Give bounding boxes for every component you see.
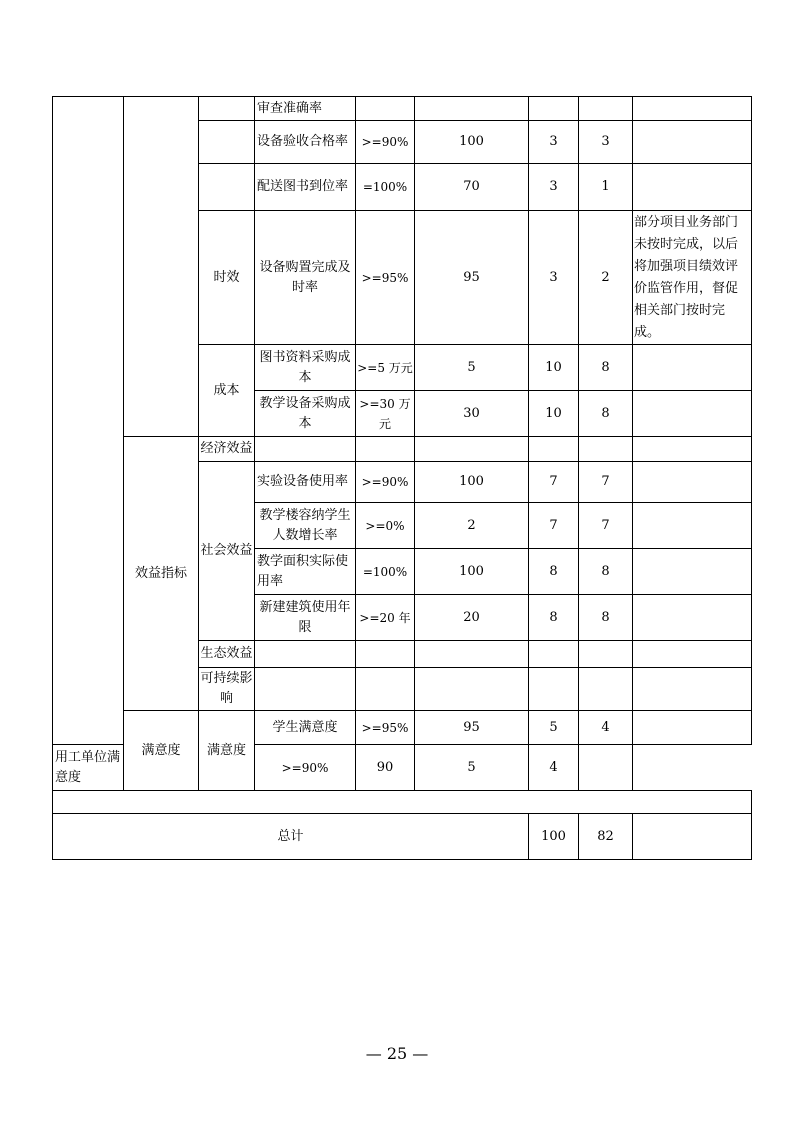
score-cell: 8 <box>579 345 633 391</box>
actual-cell <box>415 437 529 462</box>
score-cell <box>579 641 633 668</box>
indicator-cell: 设备购置完成及时率 <box>255 211 356 345</box>
level3-cell: 成本 <box>199 345 255 437</box>
level3-cell <box>199 164 255 211</box>
remark-cell <box>633 391 752 437</box>
indicator-cell: 教学设备采购成本 <box>255 391 356 437</box>
target-cell: >=90% <box>255 745 356 791</box>
performance-table <box>52 96 752 860</box>
weight-cell: 10 <box>529 391 579 437</box>
total-remark <box>633 814 752 860</box>
target-cell: >=95% <box>356 711 415 745</box>
actual-cell <box>415 97 529 121</box>
weight-cell: 3 <box>529 164 579 211</box>
target-cell: >=95% <box>356 211 415 345</box>
target-cell: >=20 年 <box>356 595 415 641</box>
total-weight: 100 <box>529 814 579 860</box>
weight-cell: 3 <box>529 121 579 164</box>
target-cell: =100% <box>356 164 415 211</box>
score-cell: 2 <box>579 211 633 345</box>
weight-cell: 3 <box>529 211 579 345</box>
total-label: 总计 <box>53 814 529 860</box>
target-cell: =100% <box>356 549 415 595</box>
weight-cell: 8 <box>529 549 579 595</box>
level3-cell: 满意度 <box>199 711 255 791</box>
actual-cell: 95 <box>415 211 529 345</box>
remark-cell <box>633 668 752 711</box>
level3-cell: 生态效益 <box>199 641 255 668</box>
target-cell: >=5 万元 <box>356 345 415 391</box>
level2-cell: 满意度 <box>124 711 199 791</box>
target-cell: >=90% <box>356 121 415 164</box>
actual-cell: 100 <box>415 121 529 164</box>
indicator-cell <box>255 437 356 462</box>
target-cell <box>356 641 415 668</box>
score-cell: 4 <box>529 745 579 791</box>
indicator-cell: 审查准确率 <box>255 97 356 121</box>
actual-cell <box>415 668 529 711</box>
weight-cell: 5 <box>415 745 529 791</box>
remark-cell <box>633 503 752 549</box>
target-cell <box>356 97 415 121</box>
remark-cell <box>633 641 752 668</box>
target-cell <box>356 668 415 711</box>
remark-cell <box>633 437 752 462</box>
actual-cell: 5 <box>415 345 529 391</box>
weight-cell <box>529 437 579 462</box>
actual-cell: 30 <box>415 391 529 437</box>
remark-cell <box>579 745 633 791</box>
indicator-cell: 设备验收合格率 <box>255 121 356 164</box>
total-score: 82 <box>579 814 633 860</box>
score-cell: 7 <box>579 503 633 549</box>
remark-cell: 部分项目业务部门未按时完成，以后将加强项目绩效评价监管作用，督促相关部门按时完成。 <box>633 211 752 345</box>
score-cell: 8 <box>579 391 633 437</box>
level2-cell <box>124 97 199 437</box>
indicator-cell: 学生满意度 <box>255 711 356 745</box>
score-cell <box>579 668 633 711</box>
score-cell: 4 <box>579 711 633 745</box>
level1-cell <box>53 97 124 745</box>
remark-cell <box>633 121 752 164</box>
actual-cell: 20 <box>415 595 529 641</box>
page-number: — 25 — <box>365 1044 429 1063</box>
indicator-cell: 实验设备使用率 <box>255 462 356 503</box>
level3-cell: 经济效益 <box>199 437 255 462</box>
actual-cell: 90 <box>356 745 415 791</box>
score-cell: 7 <box>579 462 633 503</box>
level3-cell: 社会效益 <box>199 462 255 641</box>
score-cell: 8 <box>579 549 633 595</box>
indicator-cell: 新建建筑使用年限 <box>255 595 356 641</box>
weight-cell: 7 <box>529 503 579 549</box>
score-cell <box>579 437 633 462</box>
score-cell <box>579 97 633 121</box>
weight-cell: 10 <box>529 345 579 391</box>
target-cell <box>356 437 415 462</box>
actual-cell: 95 <box>415 711 529 745</box>
indicator-cell <box>255 641 356 668</box>
target-cell: >=0% <box>356 503 415 549</box>
actual-cell: 2 <box>415 503 529 549</box>
level3-cell: 时效 <box>199 211 255 345</box>
remark-cell <box>633 462 752 503</box>
indicator-cell: 图书资料采购成本 <box>255 345 356 391</box>
target-cell: >=90% <box>356 462 415 503</box>
indicator-cell: 教学面积实际使用率 <box>255 549 356 595</box>
remark-cell <box>633 595 752 641</box>
level2-cell: 效益指标 <box>124 437 199 711</box>
weight-cell: 8 <box>529 595 579 641</box>
actual-cell: 100 <box>415 462 529 503</box>
weight-cell: 7 <box>529 462 579 503</box>
actual-cell <box>415 641 529 668</box>
weight-cell <box>529 641 579 668</box>
score-cell: 8 <box>579 595 633 641</box>
remark-cell <box>633 711 752 745</box>
remark-cell <box>633 345 752 391</box>
indicator-cell: 教学楼容纳学生人数增长率 <box>255 503 356 549</box>
weight-cell: 5 <box>529 711 579 745</box>
score-cell: 3 <box>579 121 633 164</box>
weight-cell <box>529 668 579 711</box>
indicator-cell: 配送图书到位率 <box>255 164 356 211</box>
spacer-row <box>53 791 752 814</box>
remark-cell <box>633 549 752 595</box>
indicator-cell: 用工单位满意度 <box>53 745 124 791</box>
remark-cell <box>633 164 752 211</box>
actual-cell: 70 <box>415 164 529 211</box>
indicator-cell <box>255 668 356 711</box>
remark-cell <box>633 97 752 121</box>
score-cell: 1 <box>579 164 633 211</box>
level3-cell: 可持续影响 <box>199 668 255 711</box>
weight-cell <box>529 97 579 121</box>
level3-cell <box>199 121 255 164</box>
level3-cell <box>199 97 255 121</box>
target-cell: >=30 万元 <box>356 391 415 437</box>
actual-cell: 100 <box>415 549 529 595</box>
